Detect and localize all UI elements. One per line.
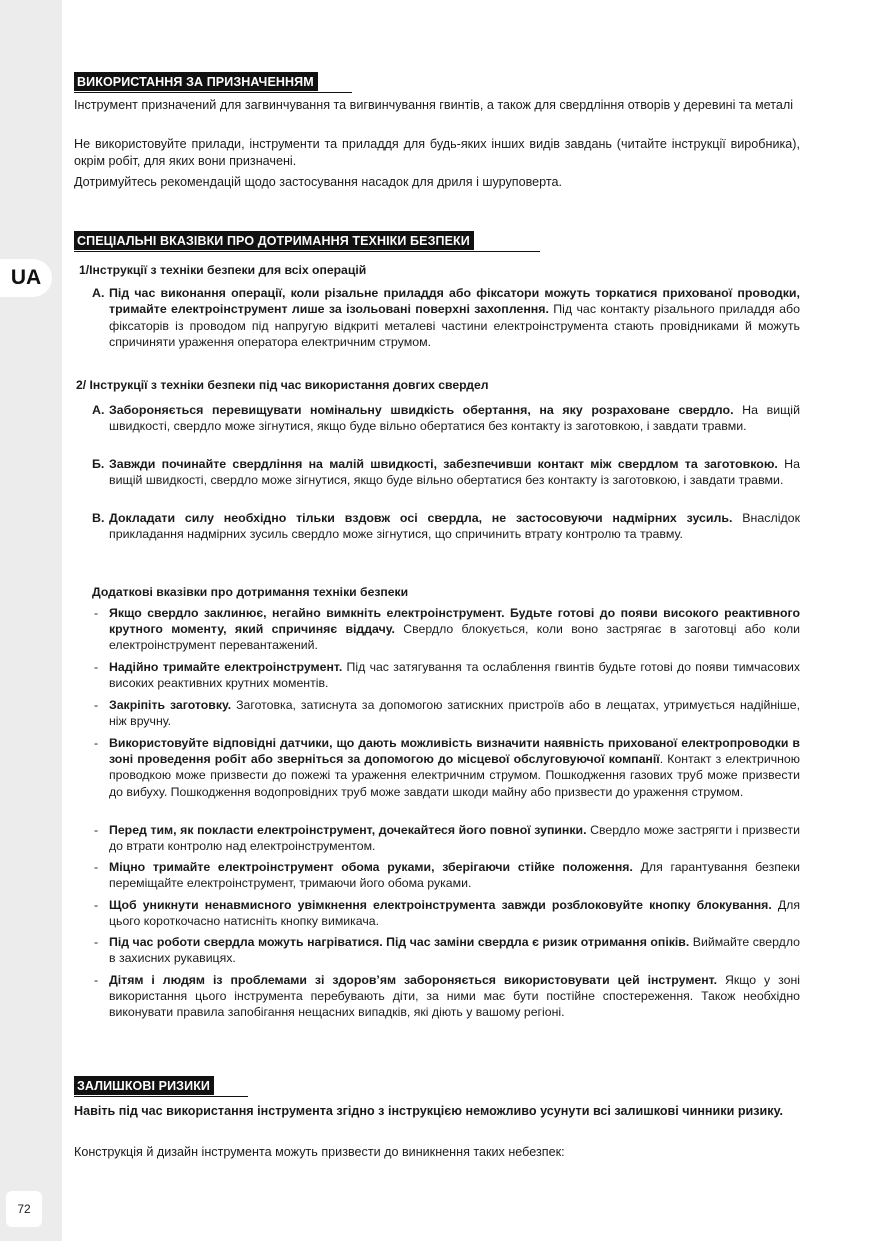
dash-marker: - bbox=[94, 698, 99, 712]
dash-marker: - bbox=[94, 660, 99, 674]
dash-item bbox=[94, 934, 800, 966]
item-bold-text: Якщо свердло заклинює, негайно вимкніть електроінструмент. Будьте готові до появи високого реактивного крутного моменту, який спричиняє віддачу. bbox=[109, 606, 800, 637]
item-bold-text: Використовуйте відповідні датчики, що дають можливість визначити наявність прихованої електропроводки в зоні проведення робіт або зверніться за допомогою до місцевої обслуговуючої компанії bbox=[109, 736, 800, 767]
item-text: Для гарантування безпеки переміщайте електроінструмент, тримаючи його обома руками. bbox=[109, 860, 801, 891]
dash-marker: - bbox=[94, 860, 99, 874]
list-marker: A. bbox=[92, 403, 105, 417]
dash-item bbox=[94, 859, 800, 891]
dash-marker: - bbox=[94, 736, 99, 750]
page-number: 72 bbox=[6, 1191, 42, 1227]
dash-marker: - bbox=[94, 898, 99, 912]
item-bold-text: Щоб уникнути ненавмисного увімкнення електроінструмента завжди розблоковуйте кнопку блокування. bbox=[109, 898, 772, 912]
item-text: На вищій швидкості, свердло може зігнутися, якщо буде вільно обертатися без контакту із заготовкою, і завдати травми. bbox=[109, 403, 800, 434]
list-marker: A. bbox=[92, 286, 105, 300]
list-item bbox=[92, 456, 800, 489]
intended-use-paragraph-1: Інструмент призначений для загвинчування та вигвинчування гвинтів, а також для свердління отворів у деревині та металі bbox=[74, 98, 794, 112]
item-text: Під час контакту різального приладдя або фіксаторів із проводом під напругую відкриті металеві частини електроінструмента стають провідниками й можуть спричиняти ураження оператора електричним струмом. bbox=[109, 302, 801, 349]
item-bold-text: Закріпіть заготовку. bbox=[109, 698, 232, 712]
list-item bbox=[92, 285, 800, 350]
item-text: Свердло може застрягти і призвести до втрати контролю над електроінструментом. bbox=[109, 823, 801, 854]
item-text: Для цього короткочасно натисніть кнопку вимикача. bbox=[109, 898, 800, 929]
item-text: Під час затягування та ослаблення гвинтів будьте готові до появи тимчасових високих реактивних крутних моментів. bbox=[109, 660, 800, 691]
dash-item bbox=[94, 735, 800, 800]
heading-underline bbox=[74, 92, 352, 93]
residual-risks-paragraph-2: Конструкція й дизайн інструмента можуть призвести до виникнення таких небезпек: bbox=[74, 1145, 565, 1159]
item-text: Свердло блокується, коли воно застрягає в заготовці або коли електроінструмент перевантажений. bbox=[109, 622, 800, 653]
dash-item bbox=[94, 897, 800, 929]
side-strip bbox=[0, 0, 62, 1241]
dash-marker: - bbox=[94, 973, 99, 987]
item-text: Виймайте свердло в захисних рукавицях. bbox=[109, 935, 800, 966]
heading-underline bbox=[74, 251, 540, 252]
item-bold-text: Забороняється перевищувати номінальну швидкість обертання, на яку розраховане свердло. bbox=[109, 403, 734, 417]
list-marker: B. bbox=[92, 511, 105, 525]
item-bold-text: Докладати силу необхідно тільки вздовж осі свердла, не застосовуючи надмірних зусиль. bbox=[109, 511, 733, 525]
dash-item bbox=[94, 822, 800, 854]
item-bold-text: Надійно тримайте електроінструмент. bbox=[109, 660, 343, 674]
section-heading-intended-use: ВИКОРИСТАННЯ ЗА ПРИЗНАЧЕННЯМ bbox=[74, 72, 318, 91]
intended-use-paragraph-3: Дотримуйтесь рекомендацій щодо застосування насадок для дриля і шуруповерта. bbox=[74, 175, 563, 189]
language-tab: UA bbox=[0, 259, 52, 297]
item-bold-text: Дітям і людям із проблемами зі здоров’ям забороняється використовувати цей інструмент. bbox=[109, 973, 718, 987]
dash-marker: - bbox=[94, 823, 99, 837]
list-item bbox=[92, 402, 800, 435]
item-text: На вищій швидкості, свердло може зігнутися, якщо буде вільно обертатися без контакту із заготовкою, і завдати травми. bbox=[109, 457, 800, 488]
subheading-additional-safety: Додаткові вказівки про дотримання техніки безпеки bbox=[92, 585, 409, 599]
item-bold-text: Міцно тримайте електроінструмент обома руками, зберігаючи стійке положення. bbox=[109, 860, 633, 874]
heading-underline bbox=[74, 1096, 248, 1097]
dash-item bbox=[94, 605, 800, 654]
item-bold-text: Перед тим, як покласти електроінструмент, дочекайтеся його повної зупинки. bbox=[109, 823, 587, 837]
item-text: . Контакт з електричною проводкою може призвести до пожежі та ураження електричним струмом. Пошкодження газових труб може призвести до вибуху. Пошкодження водопровідних труб може завдати шкоди майну або призвести до ураження струмом. bbox=[109, 752, 800, 799]
dash-marker: - bbox=[94, 935, 99, 949]
item-text: Внаслідок прикладання надмірних зусиль свердло може зігнутися, що спричинить втрату контролю та травму. bbox=[109, 511, 800, 542]
section-heading-safety: СПЕЦІАЛЬНІ ВКАЗІВКИ ПРО ДОТРИМАННЯ ТЕХНІКИ БЕЗПЕКИ bbox=[74, 231, 474, 250]
item-bold-text: Завжди починайте свердління на малій швидкості, забезпечивши контакт між свердлом та заготовкою. bbox=[109, 457, 778, 471]
item-bold-text: Під час роботи свердла можуть нагріватися. Під час заміни свердла є ризик отримання опіків. bbox=[109, 935, 690, 949]
intended-use-paragraph-2: Не використовуйте прилади, інструменти та приладдя для будь-яких інших видів завдань (читайте інструкції виробника), окрім робіт, для яких вони призначені. bbox=[74, 137, 800, 168]
section-heading-residual-risks: ЗАЛИШКОВІ РИЗИКИ bbox=[74, 1076, 214, 1095]
list-item bbox=[92, 510, 800, 543]
subheading-long-drills: 2/ Інструкції з техніки безпеки під час використання довгих свердел bbox=[76, 378, 489, 392]
item-text: Заготовка, затиснута за допомогою затискних пристроїв або в лещатах, утримується надійніше, ніж вручну. bbox=[109, 698, 800, 729]
dash-item bbox=[94, 659, 800, 691]
dash-item bbox=[94, 972, 800, 1021]
item-text: Якщо у зоні використання цього інструмента перебувають діти, за ними має бути постійне спостереження. Також необхідно виконувати правила запобігання нещасних випадків, які діють у вашому регіоні. bbox=[109, 973, 800, 1020]
list-marker: Б. bbox=[92, 457, 105, 471]
residual-risks-paragraph-1: Навіть під час використання інструмента згідно з інструкцією неможливо усунути всі залишкові чинники ризику. bbox=[74, 1104, 783, 1118]
dash-item bbox=[94, 697, 800, 729]
item-bold-text: Під час виконання операції, коли різальне приладдя або фіксатори можуть торкатися прихованої проводки, тримайте електроінструмент лише за ізольовані поверхні захоплення. bbox=[109, 286, 800, 317]
dash-marker: - bbox=[94, 606, 99, 620]
subheading-all-operations: 1/Інструкції з техніки безпеки для всіх операцій bbox=[79, 263, 367, 277]
